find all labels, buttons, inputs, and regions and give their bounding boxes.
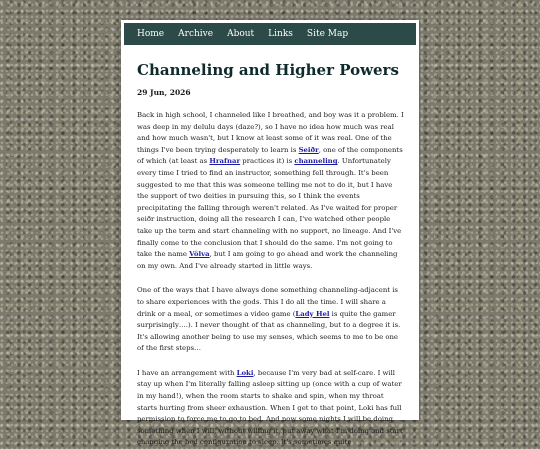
post-paragraph [137,285,405,355]
nav-home-link[interactable]: Home [137,29,165,39]
nav-archive-link[interactable]: Archive [178,29,214,39]
paragraph-text: , because I'm very bad at self-care. I will stay up when I'm literally falling asleep sitting up (once with a cup of water in my hand!), when the room starts to shake and spin, when my throat starts hurting from sheer exhaustion. When I get to that point, Loki has full permission to force me to go to bed. And now some nights I will be doing something when I will, without willing it, put away what I'm doing and start changing the bed configuration to sleep. It's sometimes quite [137,368,403,447]
channeling-link[interactable]: channeling [294,157,338,166]
volva-link[interactable]: Völva [189,250,210,259]
paragraph-text: is quite the gamer surprisingly….). I never thought of that as channeling, but to a degree it is. It's allowing another being to use my senses, which seems to me to be one of the first steps… [137,309,401,353]
hrafnar-link[interactable]: Hrafnar [209,157,241,166]
nav-about-link[interactable]: About [227,29,255,39]
post-title: Channeling and Higher Powers [137,61,399,79]
paragraph-text: Back in high school, I channeled like I breathed, and boy was it a problem. I was deep in my delulu days (daze?), so I have no idea how much was real and how much wasn't, but I know at least some of it was real. One of the things I've been trying desperately to learn is [137,111,404,154]
post-content [137,60,405,449]
post-date: 29 Jun, 2026 [137,88,191,97]
post-paragraph [137,368,405,449]
paragraph-text: , but I am going to go ahead and work the channeling on my own. And I've already started in little ways. [137,250,398,270]
paragraph-text: , one of the components of which (at least as [137,145,403,166]
nav-site-map-link[interactable]: Site Map [306,29,349,39]
seidr-link[interactable]: Seiðr [298,145,319,154]
paragraph-text: I have an arrangement with [137,368,237,377]
paragraph-text: practices it) is [240,157,295,166]
paragraph-text: . Unfortunately every time I tried to find an instructor, something fell through. It's been suggested to me that this was someone telling me not to do it, but I have the support of two deities in pursuing this, so I think the events precipitating the falling through weren't related. As I've waited for proper seiðr instruction, doing all the research I can, I've watched other people take up the term and start channeling with no support, no lineage. And I've finally come to the conclusion that I should do the same. I'm not going to take the name [137,157,402,259]
lady-hel-link[interactable]: Lady Hel [295,309,330,318]
nav-links-link[interactable]: Links [268,29,293,39]
post-paragraph [137,110,405,272]
paragraph-text: One of the ways that I have always done something channeling-adjacent is to share experiences with the gods. This I do all the time. I will share a drink or a meal, or sometimes a video game ( [137,286,398,318]
loki-link[interactable]: Loki [236,368,254,377]
top-nav [124,23,416,45]
